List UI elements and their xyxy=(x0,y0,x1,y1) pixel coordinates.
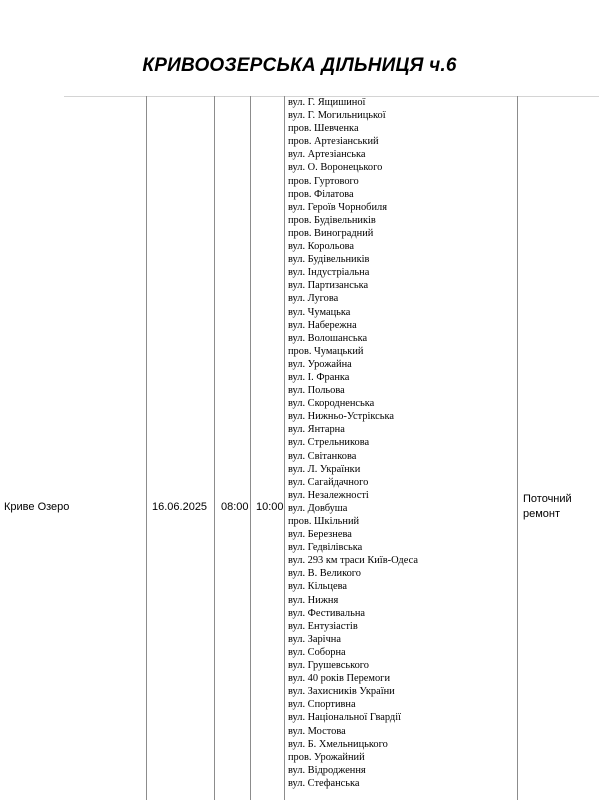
street-item: вул. Набережна xyxy=(288,319,357,331)
street-item: вул. Лугова xyxy=(288,293,339,305)
street-item: пров. Шевченка xyxy=(288,123,359,135)
street-item: вул. Г. Могильницької xyxy=(288,110,386,122)
street-item: вул. Індустріальна xyxy=(288,267,370,279)
street-item: пров. Виноградний xyxy=(288,227,374,239)
street-item: вул. О. Воронецького xyxy=(288,162,383,174)
column-divider-end xyxy=(284,96,285,800)
column-divider-streets xyxy=(517,96,518,800)
street-item: вул. Стрельникова xyxy=(288,437,370,449)
street-item: вул. Соборна xyxy=(288,646,346,658)
street-item: вул. Героїв Чорнобиля xyxy=(288,201,387,213)
street-item: вул. І. Франка xyxy=(288,371,350,383)
street-item: вул. Гедвілівська xyxy=(288,542,363,554)
street-item: вул. Л. Українки xyxy=(288,463,361,475)
street-item: вул. Спортивна xyxy=(288,699,356,711)
end-time-cell: 10:00 xyxy=(256,501,284,513)
street-item: вул. Ентузіастів xyxy=(288,620,358,632)
date-cell: 16.06.2025 xyxy=(152,501,208,513)
street-item: пров. Філатова xyxy=(288,188,354,200)
column-divider-start xyxy=(250,96,251,800)
street-item: вул. Сагайдачного xyxy=(288,476,369,488)
street-item: пров. Будівельників xyxy=(288,214,376,226)
street-item: пров. Чумацький xyxy=(288,345,364,357)
street-item: вул. Фестивальна xyxy=(288,607,366,619)
work-type-line-1: Поточний xyxy=(523,493,572,505)
street-item: вул. В. Великого xyxy=(288,568,361,580)
street-item: вул. Будівельників xyxy=(288,254,370,266)
street-item: вул. Березнева xyxy=(288,529,352,541)
street-item: вул. Янтарна xyxy=(288,424,345,436)
street-item: вул. Національної Гвардії xyxy=(288,712,401,724)
street-item: пров. Шкільний xyxy=(288,516,360,527)
street-item: вул. Кільцева xyxy=(288,581,347,593)
street-item: вул. Корольова xyxy=(288,241,355,253)
street-item: вул. Г. Ящишиної xyxy=(288,97,366,108)
column-divider-settlement xyxy=(146,96,147,800)
column-divider-date xyxy=(214,96,215,800)
street-item: вул. Стефанська xyxy=(288,777,360,789)
street-item: вул. Захисників України xyxy=(288,686,395,698)
street-item: вул. Артезіанська xyxy=(288,149,366,161)
page-title: КРИВООЗЕРСЬКА ДІЛЬНИЦЯ ч.6 xyxy=(142,55,457,76)
street-item: вул. Волошанська xyxy=(288,332,368,344)
street-item: вул. 293 км траси Київ-Одеса xyxy=(288,555,418,567)
street-item: вул. Нижня xyxy=(288,594,339,606)
street-item: пров. Урожайний xyxy=(288,751,365,763)
street-item: вул. 40 років Перемоги xyxy=(288,673,391,685)
street-item: вул. Грушевського xyxy=(288,660,369,672)
street-list xyxy=(288,96,516,790)
street-item: вул. Чумацька xyxy=(288,306,351,318)
street-item: вул. Урожайна xyxy=(288,358,352,370)
street-item: вул. Польова xyxy=(288,385,345,397)
work-type-line-2: ремонт xyxy=(523,508,561,520)
street-item: вул. Відродження xyxy=(288,764,366,776)
street-item: вул. Світанкова xyxy=(288,450,357,462)
outage-schedule-table xyxy=(0,96,599,800)
street-item: пров. Артезіанський xyxy=(288,136,379,148)
street-item: вул. Партизанська xyxy=(288,280,369,292)
work-type-cell xyxy=(523,492,572,522)
street-item: вул. Скородненська xyxy=(288,398,375,410)
settlement-cell: Криве Озеро xyxy=(4,501,70,513)
street-item: вул. Довбуша xyxy=(288,502,348,514)
street-item: вул. Мостова xyxy=(288,725,346,737)
street-item: пров. Гуртового xyxy=(288,175,359,187)
street-item: вул. Б. Хмельницького xyxy=(288,738,388,750)
street-item: вул. Нижньо-Устрiкська xyxy=(288,411,394,423)
street-item: вул. Незалежності xyxy=(288,489,369,501)
street-item: вул. Зарічна xyxy=(288,633,341,645)
start-time-cell: 08:00 xyxy=(221,501,249,513)
